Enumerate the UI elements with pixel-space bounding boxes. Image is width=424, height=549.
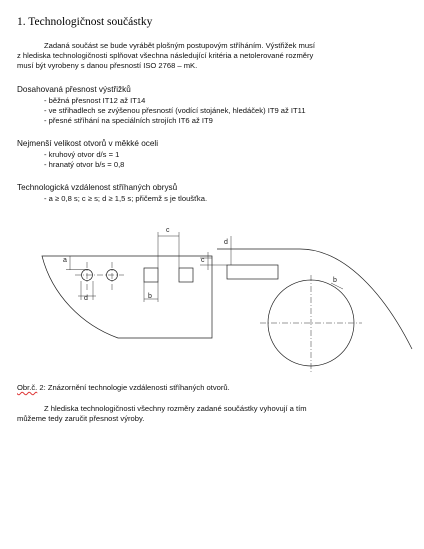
accuracy-title: Dosahovaná přesnost výstřižků [17,85,131,94]
intro-line-3: musí být vyrobeny s danou přesností ISO 2768 – mK. [17,61,198,70]
intro-line-2: z hlediska technologičnosti splňovat všechna následující kritéria a netolerované rozměry [17,51,314,60]
caption-prefix: Obr.č. [17,383,38,392]
holes-title: Nejmenší velikost otvorů v měkké oceli [17,139,159,148]
label-b-circle: b [333,277,337,284]
square-hole-1 [144,268,158,282]
section-heading: 1. Technologičnost součástky [17,16,153,28]
label-d-right: d [224,239,228,246]
strip-arc [217,249,412,349]
slot [227,265,278,279]
conclusion-line-2: můžeme tedy zaručit přesnost výroby. [17,414,145,423]
conclusion-line-1: Z hlediska technologičnosti všechny rozměry zadané součástky vyhovují a tím [44,404,307,413]
holes-item-2: - hranatý otvor b/s = 0,8 [44,160,125,169]
holes-item-1: - kruhový otvor d/s = 1 [44,150,120,159]
distance-title: Technologická vzdálenost stříhaných obrysů [17,183,178,192]
accuracy-item-1: - běžná přesnost IT12 až IT14 [44,96,146,105]
caption-text: 2: Znázornění technologie vzdálenosti stříhaných otvorů. [37,383,230,392]
label-d-hole: d [84,295,88,302]
accuracy-item-3: - přesné stříhání na speciálních strojích IT6 až IT9 [44,116,213,125]
label-a: a [63,257,67,264]
label-c-top: c [166,227,170,234]
figure-caption [17,383,230,393]
label-b-square: b [148,293,152,300]
label-c-right: c [201,257,205,264]
accuracy-item-2: - ve střihadlech se zvýšenou přesností (vodící stojánek, hledáček) IT9 až IT11 [44,106,306,115]
intro-line-1: Zadaná součást se bude vyrábět plošným postupovým stříháním. Výstřižek musí [44,41,315,50]
square-hole-2 [179,268,193,282]
distance-item-1: - a ≥ 0,8 s; c ≥ s; d ≥ 1,5 s; přičemž s je tloušťka. [44,194,208,203]
